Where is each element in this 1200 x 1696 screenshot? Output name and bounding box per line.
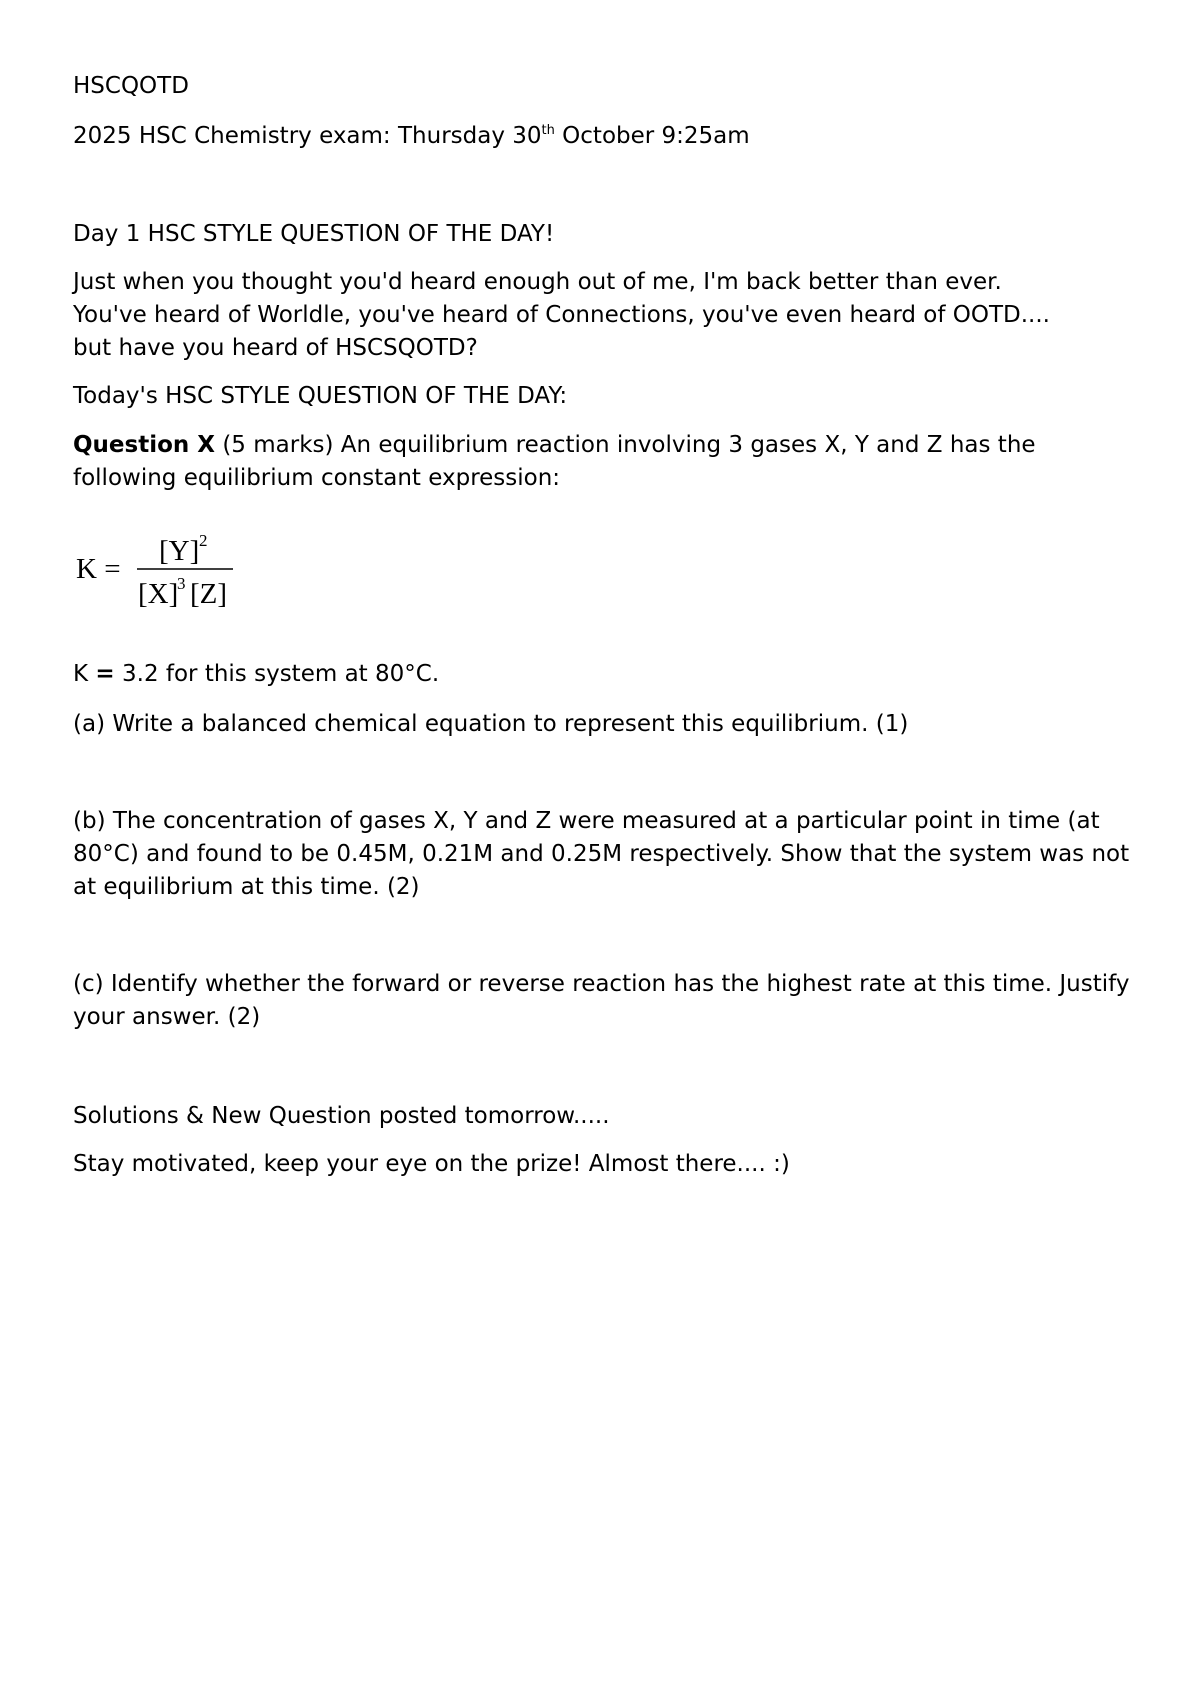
exam-date <box>73 120 750 153</box>
question-label: Question X <box>73 432 216 458</box>
formula-denominator-x: [X] <box>138 578 179 610</box>
intro-paragraph: Just when you thought you'd heard enough out of me, I'm back better than ever. You've heard of Worldle, you've heard of Connections, you've even heard of OOTD.... but have you heard of HSCSQOTD? <box>73 269 1050 361</box>
exam-date-ordinal: th <box>541 123 555 138</box>
question-stem-text: (5 marks) An equilibrium reaction involving 3 gases X, Y and Z has the following equilibrium constant expression: <box>73 432 1036 491</box>
day-title: Day 1 HSC STYLE QUESTION OF THE DAY! <box>73 221 555 247</box>
k-value-text: 3.2 for this system at 80°C. <box>114 661 440 687</box>
question-stem <box>73 429 1123 495</box>
k-equals: = <box>95 661 115 687</box>
brand-title: HSCQOTD <box>73 73 189 99</box>
equilibrium-constant-formula <box>73 528 243 618</box>
exam-date-suffix: October 9:25am <box>554 123 750 149</box>
solutions-note: Solutions & New Question posted tomorrow..... <box>73 1103 610 1129</box>
k-value-line <box>73 658 439 691</box>
formula-denominator-x-power: 3 <box>177 574 186 593</box>
todays-question-label: Today's HSC STYLE QUESTION OF THE DAY: <box>73 383 568 409</box>
part-a: (a) Write a balanced chemical equation to represent this equilibrium. (1) <box>73 711 909 737</box>
k-symbol: K <box>73 661 96 687</box>
exam-date-prefix: 2025 HSC Chemistry exam: Thursday 30 <box>73 123 542 149</box>
part-b: (b) The concentration of gases X, Y and Z were measured at a particular point in time (at 80°C) and found to be 0.45M, 0.21M and 0.25M respectively. Show that the system was not at equilibrium at this time. (2) <box>73 808 1130 900</box>
formula-numerator: [Y] <box>159 535 200 567</box>
part-c: (c) Identify whether the forward or reverse reaction has the highest rate at this time. Justify your answer. (2) <box>73 971 1130 1030</box>
motivation-note: Stay motivated, keep your eye on the prize! Almost there.... :) <box>73 1151 790 1177</box>
formula-lhs: K = <box>76 553 121 585</box>
formula-denominator-z: [Z] <box>190 578 228 610</box>
formula-numerator-power: 2 <box>199 531 208 550</box>
